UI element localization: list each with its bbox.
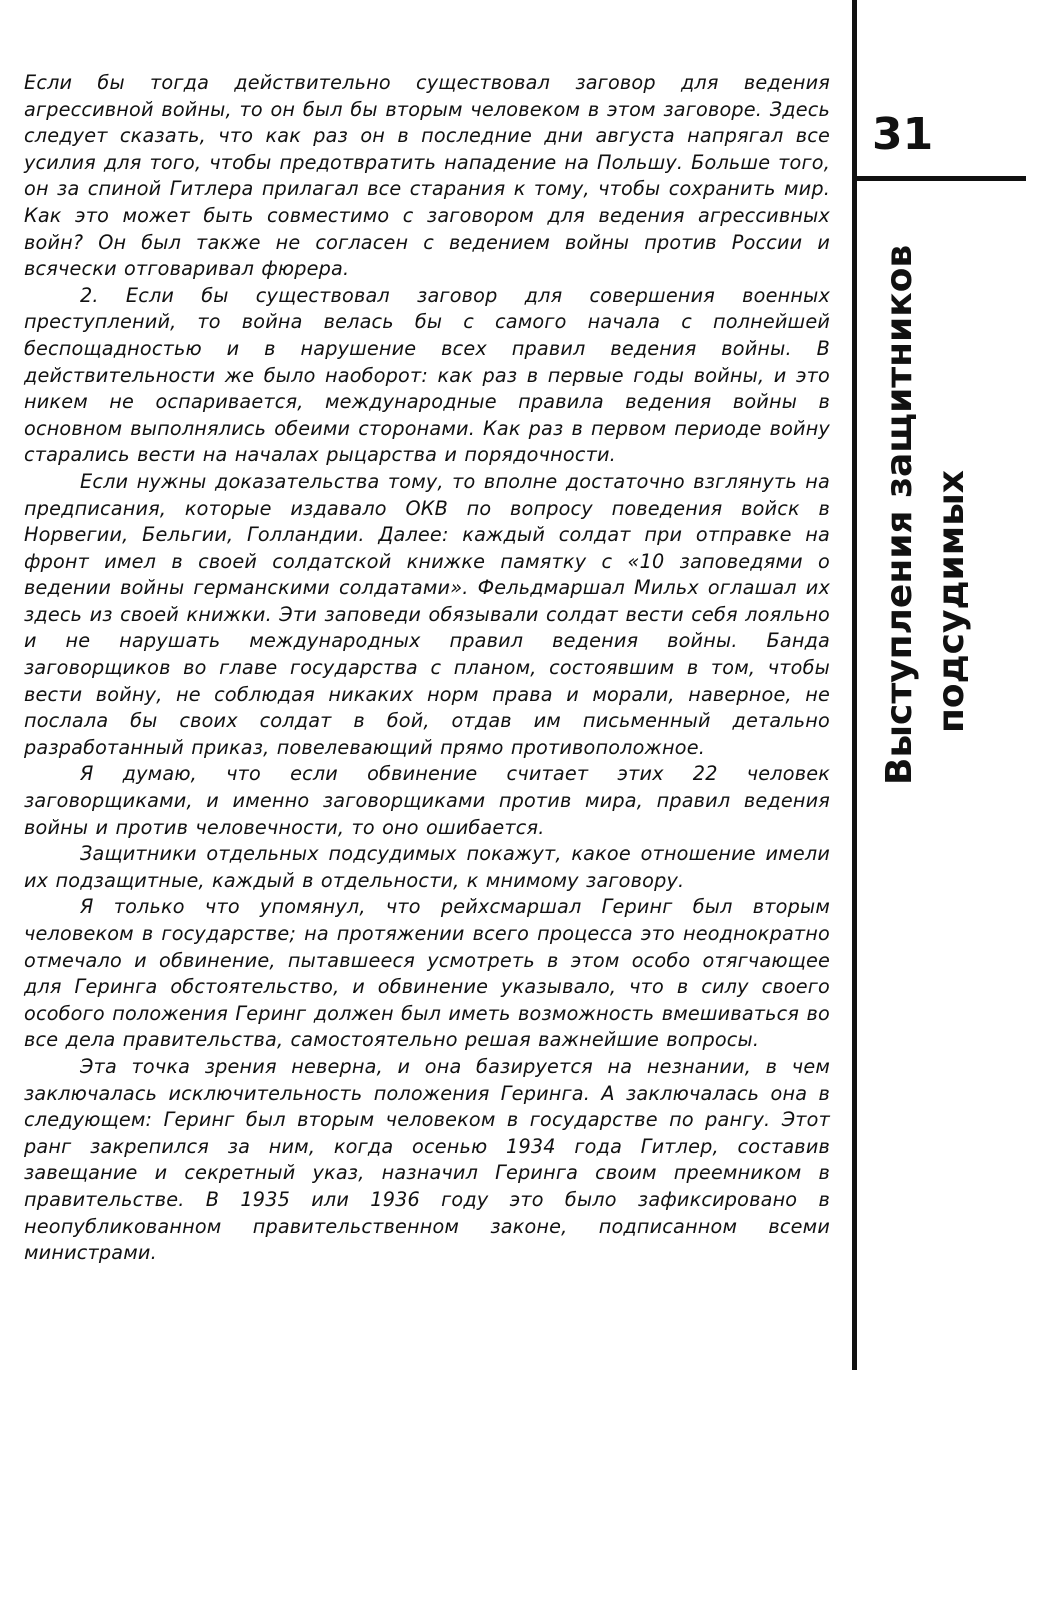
paragraph: Эта точка зрения неверна, и она базируется на незнании, в чем заключалась исключительность положения Геринга. А заключалась она в следующем: Геринг был вторым человеком в государстве по рангу. Этот ранг закрепился за ним, когда осенью 1934 года Гитлер, составив завещание и секретный указ, назначил Геринга своим преемником в правительстве. В 1935 или 1936 году это было зафиксировано в неопубликованном правительственном законе, подписанном всеми министрами. bbox=[24, 1054, 830, 1265]
paragraph: Защитники отдельных подсудимых покажут, какое отношение имели их подзащитные, каждый в отдельности, к мнимому заговору. bbox=[24, 842, 830, 892]
paragraph: 2. Если бы существовал заговор для совершения военных преступлений, то война велась бы с самого начала с полнейшей беспощадностью и в нарушение всех правил ведения войны. В действительности же было наоборот: как раз в первые годы войны, и это никем не оспаривается, международные правила ведения войны в основном выполнялись обеими сторонами. Как раз в первом периоде войну старались вести на началах рыцарства и порядочности. bbox=[24, 283, 830, 467]
page-number: 31 bbox=[872, 109, 934, 160]
running-head bbox=[874, 185, 978, 785]
paragraph: Я думаю, что если обвинение считает этих 22 человек заговорщиками, и именно заговорщиками против мира, правил ведения войны и против человечности, то оно ошибается. bbox=[24, 762, 830, 839]
running-head-line-1: Выступления защитников bbox=[879, 244, 920, 785]
paragraph: Я только что упомянул, что рейхсмаршал Геринг был вторым человеком в государстве; на протяжении всего процесса это неоднократно отмечало и обвинение, пытавшееся усмотреть в этом особо отягчающее для Геринга обстоятельство, и обвинение указывало, что в силу своего особого положения Геринг должен был иметь возможность вмешиваться во все дела правительства, самостоятельно решая важнейшие вопросы. bbox=[24, 895, 830, 1052]
paragraph: Если нужны доказательства тому, то вполне достаточно взглянуть на предписания, которые издавало ОКВ по вопросу поведения войск в Норвегии, Бельгии, Голландии. Далее: каждый солдат при отправке на фронт имел в своей солдатской книжке памятку с «10 заповедями о ведении войны германскими солдатами». Фельдмаршал Мильх оглашал их здесь из своей книжки. Эти заповеди обязывали солдат вести себя лояльно и не нарушать международных правил ведения войны. Банда заговорщиков во главе государства с планом, состоявшим в том, чтобы вести войну, не соблюдая никаких норм права и морали, наверное, не послала бы своих солдат в бой, отдав им письменный детально разработанный приказ, повелевающий прямо противоположное. bbox=[24, 469, 830, 759]
body-text bbox=[24, 70, 830, 1267]
horizontal-rule bbox=[856, 176, 1026, 181]
running-head-line-2: подсудимых bbox=[931, 470, 972, 733]
vertical-rule bbox=[852, 0, 857, 1370]
paragraph: Если бы тогда действительно существовал заговор для ведения агрессивной войны, то он был бы вторым человеком в этом заговоре. Здесь следует сказать, что как раз он в последние дни августа напрягал все усилия для того, чтобы предотвратить нападение на Польшу. Больше того, он за спиной Гитлера прилагал все старания к тому, чтобы сохранить мир. Как это может быть совместимо с заговором для ведения агрессивных войн? Он был также не согласен с ведением войны против России и всячески отговаривал фюрера. bbox=[24, 71, 830, 281]
